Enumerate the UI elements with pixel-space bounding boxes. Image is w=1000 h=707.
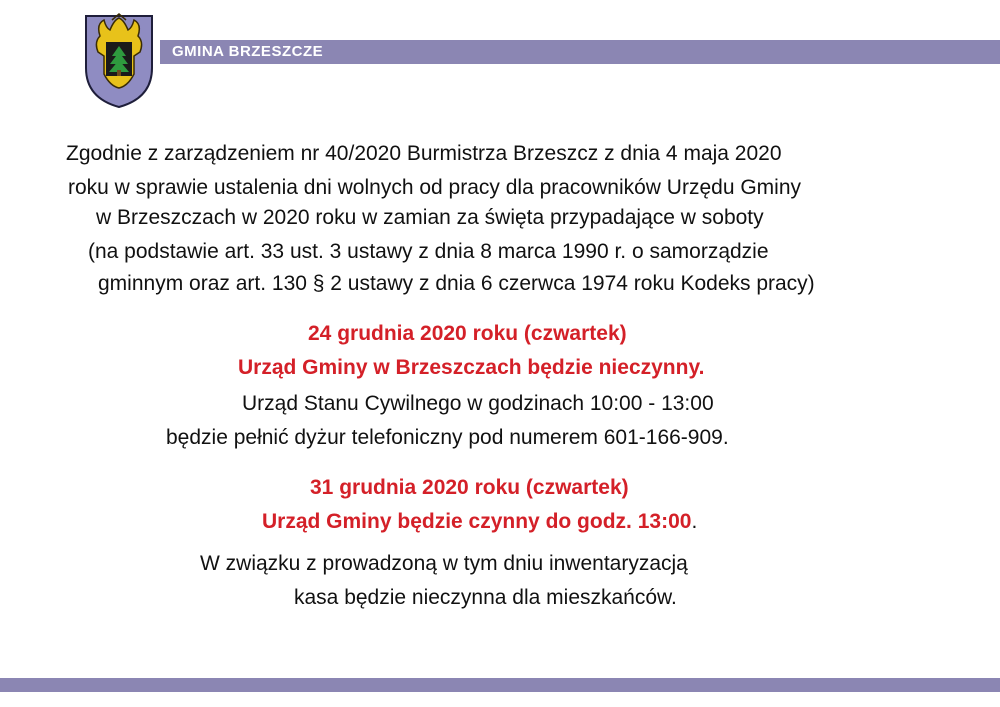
intro-line-1: Zgodnie z zarządzeniem nr 40/2020 Burmistrza Brzeszcz z dnia 4 maja 2020 bbox=[66, 142, 782, 165]
notice1-headline: Urząd Gminy w Brzeszczach będzie nieczynny. bbox=[238, 356, 705, 379]
notice1-detail-2: będzie pełnić dyżur telefoniczny pod numerem 601-166-909. bbox=[166, 426, 729, 449]
notice2-detail-1: W związku z prowadzoną w tym dniu inwentaryzacją bbox=[200, 552, 688, 575]
coat-of-arms-icon bbox=[82, 12, 156, 110]
intro-line-2: roku w sprawie ustalenia dni wolnych od pracy dla pracowników Urzędu Gminy bbox=[68, 176, 802, 199]
intro-line-4: (na podstawie art. 33 ust. 3 ustawy z dnia 8 marca 1990 r. o samorządzie bbox=[88, 240, 769, 263]
notice2-detail-2: kasa będzie nieczynna dla mieszkańców. bbox=[294, 586, 677, 609]
notice2-date: 31 grudnia 2020 roku (czwartek) bbox=[310, 476, 629, 499]
notice1-date: 24 grudnia 2020 roku (czwartek) bbox=[308, 322, 627, 345]
intro-line-3: w Brzeszczach w 2020 roku w zamian za święta przypadające w soboty bbox=[96, 206, 764, 229]
notice2-headline-period: . bbox=[691, 510, 698, 533]
notice1-detail-1: Urząd Stanu Cywilnego w godzinach 10:00 - 13:00 bbox=[242, 392, 714, 415]
notice2-headline-line bbox=[262, 508, 1000, 536]
notice2-headline: Urząd Gminy będzie czynny do godz. 13:00 bbox=[262, 510, 692, 533]
intro-line-5: gminnym oraz art. 130 § 2 ustawy z dnia 6 czerwca 1974 roku Kodeks pracy) bbox=[98, 272, 815, 295]
page-header-title: GMINA BRZESZCZE bbox=[172, 43, 324, 60]
footer-band bbox=[0, 678, 1000, 692]
